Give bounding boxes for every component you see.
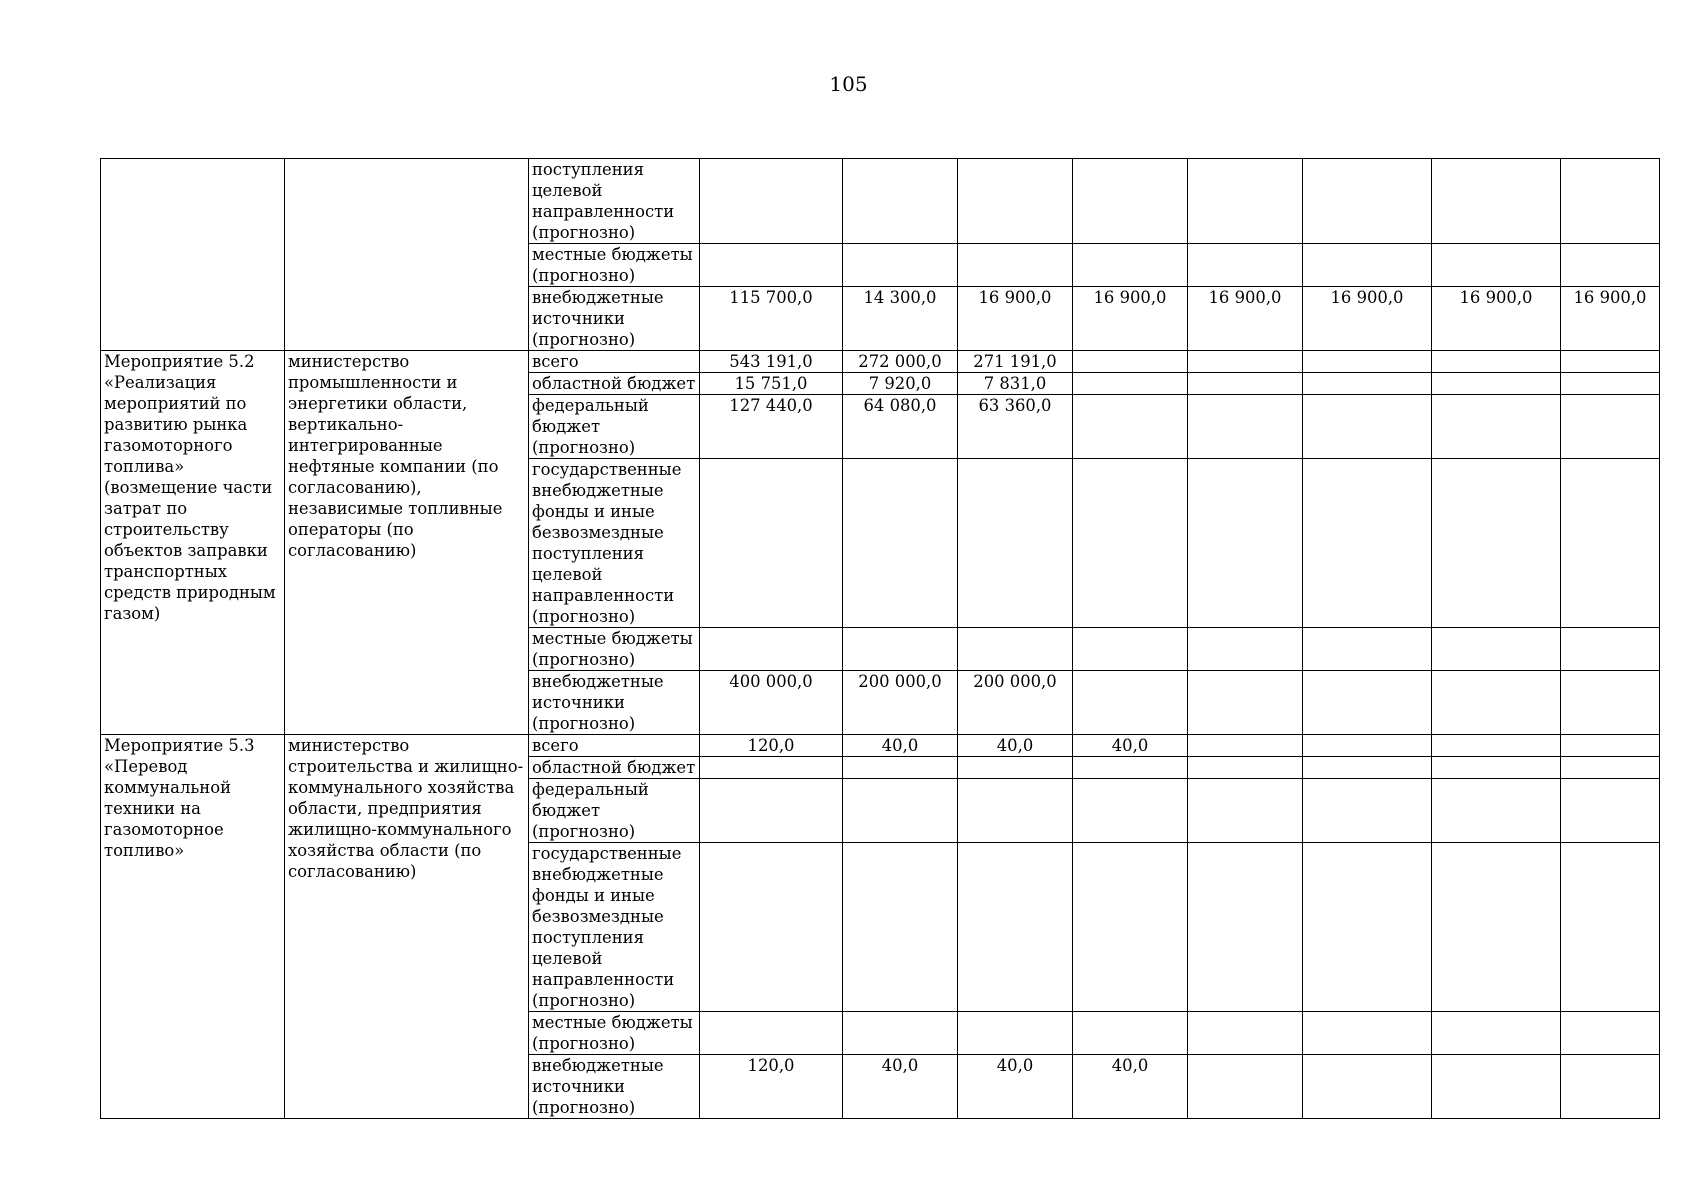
amount-cell: 400 000,0	[700, 671, 843, 735]
amount-cell	[958, 843, 1073, 1012]
amount-cell: 64 080,0	[843, 395, 958, 459]
amount-cell	[1303, 779, 1432, 843]
amount-cell	[1073, 671, 1188, 735]
amount-cell	[958, 159, 1073, 244]
amount-cell	[1561, 843, 1660, 1012]
amount-cell: 40,0	[958, 1055, 1073, 1119]
amount-cell	[700, 1012, 843, 1055]
amount-cell	[1188, 757, 1303, 779]
measure-cell	[101, 159, 285, 351]
amount-cell	[1561, 351, 1660, 373]
amount-cell: 15 751,0	[700, 373, 843, 395]
amount-cell: 120,0	[700, 735, 843, 757]
amount-cell	[1561, 395, 1660, 459]
amount-cell	[958, 459, 1073, 628]
amount-cell	[1188, 459, 1303, 628]
amount-cell	[1432, 373, 1561, 395]
amount-cell	[700, 843, 843, 1012]
amount-cell	[1188, 159, 1303, 244]
amount-cell	[1432, 628, 1561, 671]
table-row	[101, 735, 1660, 757]
amount-cell	[1561, 159, 1660, 244]
funding-source-cell: всего	[529, 351, 700, 373]
amount-cell	[1432, 843, 1561, 1012]
amount-cell: 16 900,0	[1432, 287, 1561, 351]
amount-cell: 16 900,0	[1561, 287, 1660, 351]
amount-cell	[958, 628, 1073, 671]
amount-cell	[1073, 395, 1188, 459]
funding-source-cell: областной бюджет	[529, 757, 700, 779]
amount-cell	[958, 244, 1073, 287]
amount-cell	[1561, 671, 1660, 735]
budget-table	[100, 158, 1660, 1119]
amount-cell	[1432, 671, 1561, 735]
amount-cell: 7 831,0	[958, 373, 1073, 395]
amount-cell: 200 000,0	[958, 671, 1073, 735]
amount-cell: 16 900,0	[1073, 287, 1188, 351]
executor-cell: министерство промышленности и энергетики области, вертикально-интегрированные нефтяные компании (по согласованию), независимые топливные операторы (по согласованию)	[285, 351, 529, 735]
amount-cell: 120,0	[700, 1055, 843, 1119]
amount-cell	[700, 244, 843, 287]
amount-cell	[843, 1012, 958, 1055]
funding-source-cell: местные бюджеты (прогнозно)	[529, 1012, 700, 1055]
funding-source-cell: местные бюджеты (прогнозно)	[529, 244, 700, 287]
amount-cell	[1303, 395, 1432, 459]
funding-source-cell: государственные внебюджетные фонды и иные безвозмездные поступления целевой направленности (прогнозно)	[529, 459, 700, 628]
amount-cell	[1073, 459, 1188, 628]
amount-cell	[1073, 757, 1188, 779]
amount-cell	[1561, 373, 1660, 395]
amount-cell	[1432, 351, 1561, 373]
amount-cell	[700, 459, 843, 628]
amount-cell	[700, 779, 843, 843]
table-row	[101, 351, 1660, 373]
amount-cell	[1188, 395, 1303, 459]
funding-source-cell: поступления целевой направленности (прогнозно)	[529, 159, 700, 244]
measure-cell: Мероприятие 5.3 «Перевод коммунальной техники на газомоторное топливо»	[101, 735, 285, 1119]
amount-cell	[700, 628, 843, 671]
page-number: 105	[829, 72, 868, 96]
amount-cell	[1432, 459, 1561, 628]
amount-cell	[1561, 459, 1660, 628]
amount-cell	[1073, 628, 1188, 671]
amount-cell	[1432, 395, 1561, 459]
funding-source-cell: внебюджетные источники (прогнозно)	[529, 671, 700, 735]
amount-cell	[1432, 1012, 1561, 1055]
amount-cell	[843, 459, 958, 628]
amount-cell	[843, 779, 958, 843]
amount-cell	[1561, 757, 1660, 779]
amount-cell	[1188, 779, 1303, 843]
amount-cell	[1561, 735, 1660, 757]
funding-source-cell: федеральный бюджет (прогнозно)	[529, 395, 700, 459]
amount-cell	[843, 628, 958, 671]
amount-cell	[1303, 459, 1432, 628]
amount-cell	[1303, 843, 1432, 1012]
amount-cell	[1432, 1055, 1561, 1119]
amount-cell: 115 700,0	[700, 287, 843, 351]
funding-source-cell: федеральный бюджет (прогнозно)	[529, 779, 700, 843]
amount-cell	[1073, 779, 1188, 843]
amount-cell	[843, 159, 958, 244]
amount-cell	[1073, 1012, 1188, 1055]
funding-source-cell: внебюджетные источники (прогнозно)	[529, 287, 700, 351]
amount-cell	[1188, 373, 1303, 395]
amount-cell	[1303, 628, 1432, 671]
funding-source-cell: областной бюджет	[529, 373, 700, 395]
executor-cell: министерство строительства и жилищно-коммунального хозяйства области, предприятия жилищно-коммунального хозяйства области (по согласованию)	[285, 735, 529, 1119]
amount-cell	[1188, 671, 1303, 735]
amount-cell	[843, 244, 958, 287]
amount-cell: 7 920,0	[843, 373, 958, 395]
amount-cell	[1073, 159, 1188, 244]
amount-cell: 271 191,0	[958, 351, 1073, 373]
amount-cell	[1432, 735, 1561, 757]
amount-cell	[1561, 244, 1660, 287]
funding-source-cell: всего	[529, 735, 700, 757]
amount-cell	[1188, 244, 1303, 287]
amount-cell	[700, 159, 843, 244]
funding-source-cell: местные бюджеты (прогнозно)	[529, 628, 700, 671]
measure-cell: Мероприятие 5.2 «Реализация мероприятий по развитию рынка газомоторного топлива» (возмещение части затрат по строительству объектов заправки транспортных средств природным газом)	[101, 351, 285, 735]
executor-cell	[285, 159, 529, 351]
amount-cell	[1432, 244, 1561, 287]
amount-cell	[1073, 244, 1188, 287]
amount-cell	[1188, 843, 1303, 1012]
amount-cell: 16 900,0	[1303, 287, 1432, 351]
amount-cell	[1432, 779, 1561, 843]
amount-cell: 200 000,0	[843, 671, 958, 735]
amount-cell: 16 900,0	[958, 287, 1073, 351]
table-row	[101, 159, 1660, 244]
amount-cell	[1561, 1055, 1660, 1119]
amount-cell	[1073, 351, 1188, 373]
amount-cell	[1561, 779, 1660, 843]
amount-cell: 40,0	[1073, 735, 1188, 757]
amount-cell	[1073, 373, 1188, 395]
amount-cell	[1303, 1012, 1432, 1055]
amount-cell: 127 440,0	[700, 395, 843, 459]
amount-cell	[1432, 757, 1561, 779]
amount-cell	[1188, 1012, 1303, 1055]
funding-source-cell: внебюджетные источники (прогнозно)	[529, 1055, 700, 1119]
amount-cell: 272 000,0	[843, 351, 958, 373]
amount-cell	[958, 757, 1073, 779]
amount-cell	[1561, 1012, 1660, 1055]
amount-cell: 63 360,0	[958, 395, 1073, 459]
amount-cell: 40,0	[958, 735, 1073, 757]
amount-cell	[1303, 757, 1432, 779]
amount-cell: 16 900,0	[1188, 287, 1303, 351]
amount-cell	[1561, 628, 1660, 671]
amount-cell	[1303, 159, 1432, 244]
funding-source-cell: государственные внебюджетные фонды и иные безвозмездные поступления целевой направленности (прогнозно)	[529, 843, 700, 1012]
amount-cell	[1188, 1055, 1303, 1119]
amount-cell	[1188, 628, 1303, 671]
amount-cell	[1073, 843, 1188, 1012]
amount-cell	[843, 757, 958, 779]
amount-cell	[1303, 671, 1432, 735]
amount-cell: 40,0	[843, 735, 958, 757]
amount-cell	[700, 757, 843, 779]
amount-cell	[1188, 351, 1303, 373]
amount-cell	[1303, 244, 1432, 287]
amount-cell: 14 300,0	[843, 287, 958, 351]
amount-cell	[1303, 735, 1432, 757]
amount-cell	[1303, 351, 1432, 373]
amount-cell	[958, 779, 1073, 843]
amount-cell	[958, 1012, 1073, 1055]
amount-cell	[1432, 159, 1561, 244]
amount-cell	[1303, 373, 1432, 395]
amount-cell	[1188, 735, 1303, 757]
amount-cell: 40,0	[843, 1055, 958, 1119]
amount-cell: 543 191,0	[700, 351, 843, 373]
amount-cell: 40,0	[1073, 1055, 1188, 1119]
amount-cell	[1303, 1055, 1432, 1119]
amount-cell	[843, 843, 958, 1012]
